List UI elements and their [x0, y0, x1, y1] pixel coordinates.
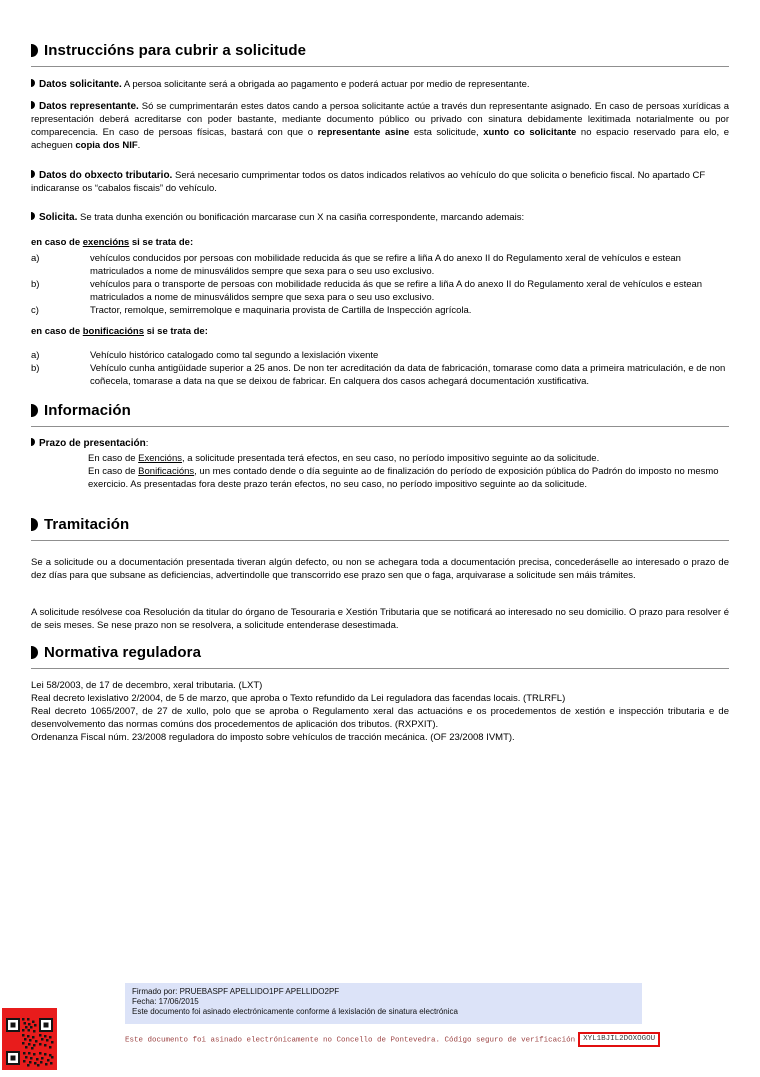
- item-bullet-icon: [31, 79, 35, 87]
- prazo-line-bonificacions: En caso de Bonificacións, un mes contado dende o día seguinte ao de finalización do período de exposición pública do Padrón do imposto no mesmo exercicio. As presentadas fora deste prazo terán efectos, no seu caso, no período impositivo seguinte ao da solicitude.: [88, 466, 719, 490]
- normativa-list: [31, 679, 729, 744]
- paragraph-text: Será necesario cumprimentar todos os datos indicados relativos ao vehículo do que solicita o beneficio fiscal. No apartado CF indicaranse os “cabalos fiscais” do vehículo.: [31, 170, 706, 194]
- signature-signed-by: Firmado por: PRUEBASPF APELLIDO1PF APELLIDO2PF: [132, 987, 340, 996]
- paragraph-text: Só se cumprimentarán estes datos cando a persoa solicitante actúe a través dun representante asignado. En caso de persoas xurídicas a representación deberá acreditarse con poder bastante, mediante documento público ou privado con sinatura debidamente lexitimada notarialmente ou por comparecencia. En caso de persoas físicas, bastará con que o representante asine esta solicitude, xunto co solicitante no espacio reservado para elo, e acheguen copia dos NIF.: [31, 101, 729, 151]
- list-item-text: Vehículo cunha antigüidade superior a 25 anos. De non ter acreditación da data de fabricación, tomarase como data a primeira matriculación, e de non coñecela, tomarase a data na que se deixou de fabricar. En calquera dos casos achegará documentación xustificativa.: [90, 363, 726, 387]
- paragraph-label: Solicita.: [39, 212, 78, 223]
- list-item: [31, 362, 729, 388]
- section-title-informacion: [31, 402, 729, 427]
- paragraph-label: Datos representante.: [39, 101, 139, 112]
- paragraph-label: Datos solicitante.: [39, 79, 122, 90]
- list-item-key: b): [31, 363, 40, 374]
- section-title-instruccions: [31, 42, 729, 67]
- list-item: [31, 252, 729, 278]
- section-title: Tramitación: [44, 516, 130, 533]
- paragraph-text: A persoa solicitante será a obrigada ao pagamento e poderá actuar por medio de representante.: [121, 79, 530, 90]
- paragraph-label: Datos do obxecto tributario.: [39, 170, 173, 181]
- section-title: Información: [44, 402, 131, 419]
- paragraph-datos-solicitante: [31, 78, 729, 91]
- section-bullet-icon: [31, 646, 38, 659]
- list-item: [31, 278, 729, 304]
- list-header: en caso de bonificacións si se trata de:: [31, 326, 208, 337]
- section-bullet-icon: [31, 404, 38, 417]
- section-title-normativa: [31, 644, 729, 669]
- list-item-key: a): [31, 350, 40, 361]
- section-title-tramitacion: [31, 516, 729, 541]
- list-item-text: vehículos para o transporte de persoas con mobilidade reducida ás que se refire a liña A do anexo II do Regulamento xeral de vehículos e estean matriculados a nome de minusválidos sempre que sexa para o seu uso exclusivo.: [90, 279, 703, 303]
- signature-date: Fecha: 17/06/2015: [132, 997, 199, 1006]
- normativa-item: Ordenanza Fiscal núm. 23/2008 reguladora do imposto sobre vehículos de tracción mecánica. (OF 23/2008 IVMT).: [31, 732, 515, 743]
- list-item-text: Tractor, remolque, semirremolque e maquinaria provista de Cartilla de Inspección agrícola.: [90, 305, 472, 316]
- verification-code-badge: XYL1BJIL2DOXOGOU: [578, 1032, 660, 1047]
- section-title: Normativa reguladora: [44, 644, 202, 661]
- section-bullet-icon: [31, 518, 38, 531]
- paragraph-obxecto-tributario: [31, 169, 729, 195]
- paragraph-prazo: [31, 437, 729, 491]
- signature-statement: Este documento foi asinado electrónicamente conforme á lexislación de sinatura electrónica: [132, 1007, 458, 1016]
- item-bullet-icon: [31, 212, 35, 220]
- tramitacion-paragraph-1: Se a solicitude ou a documentación presentada tiveran algún defecto, ou non se achegara toda a documentación precisa, concederáselle ao interesado o prazo de dez días para que subsane as deficiencias, advertindolle que transcorrido ese prazo sen que o faga, arquivarase a solicitude sen máis trámites.: [31, 557, 729, 581]
- signature-box: [125, 983, 642, 1024]
- list-item-key: c): [31, 305, 39, 316]
- prazo-line-exencions: En caso de Exencións, a solicitude presentada terá efectos, en seu caso, no período impositivo seguinte ao da solicitude.: [88, 453, 600, 464]
- list-item-text: Vehículo histórico catalogado como tal segundo a lexislación vixente: [90, 350, 379, 361]
- item-bullet-icon: [31, 170, 35, 178]
- item-bullet-icon: [31, 101, 35, 109]
- list-item: [31, 304, 729, 317]
- paragraph-datos-representante: [31, 100, 729, 152]
- normativa-item: Real decreto 1065/2007, de 27 de xullo, polo que se aproba o Regulamento xeral das actuacións e os procedementos de xestión e inspección tributaria e de desenvolvemento das normas comúns dos procedementos de aplicación dos tributos. (RXPXIT).: [31, 706, 729, 730]
- item-bullet-icon: [31, 438, 35, 446]
- paragraph-colon: :: [145, 438, 149, 449]
- section-bullet-icon: [31, 44, 38, 57]
- paragraph-solicita: [31, 211, 729, 224]
- list-item-key: a): [31, 253, 40, 264]
- verification-text: Este documento foi asinado electrónicamente no Concello de Pontevedra. Código seguro de verificación: [125, 1036, 576, 1045]
- verification-qr-code: [2, 1008, 57, 1070]
- list-item: [31, 349, 729, 362]
- paragraph-text: Se trata dunha exención ou bonificación marcarase cun X na casiña correspondente, marcando ademais:: [77, 212, 525, 223]
- list-item-key: b): [31, 279, 40, 290]
- verification-line: [125, 1032, 750, 1047]
- list-header: en caso de exencións si se trata de:: [31, 237, 194, 248]
- page-title: Instruccións para cubrir a solicitude: [44, 42, 307, 59]
- list-exencions: [31, 236, 729, 317]
- paragraph-label: Prazo de presentación: [39, 438, 146, 449]
- list-bonificacions: [31, 325, 729, 388]
- normativa-item: Lei 58/2003, de 17 de decembro, xeral tributaria. (LXT): [31, 680, 263, 691]
- list-item-text: vehículos conducidos por persoas con mobilidade reducida ás que se refire a liña A do anexo II do Regulamento xeral de vehículos e estean matriculados a nome de minusválidos sempre que sexa para o seu uso exclusivo.: [90, 253, 681, 277]
- normativa-item: Real decreto lexislativo 2/2004, de 5 de marzo, que aproba o Texto refundido da Lei reguladora das facendas locais. (TRLRFL): [31, 693, 566, 704]
- tramitacion-paragraph-2: A solicitude resólvese coa Resolución da titular do órgano de Tesouraria e Xestión Tributaria que se notificará ao interesado no seu domicilio. O prazo para resolver é de seis meses. Se nese prazo non se resolvera, a solicitude entenderase desestimada.: [31, 607, 729, 631]
